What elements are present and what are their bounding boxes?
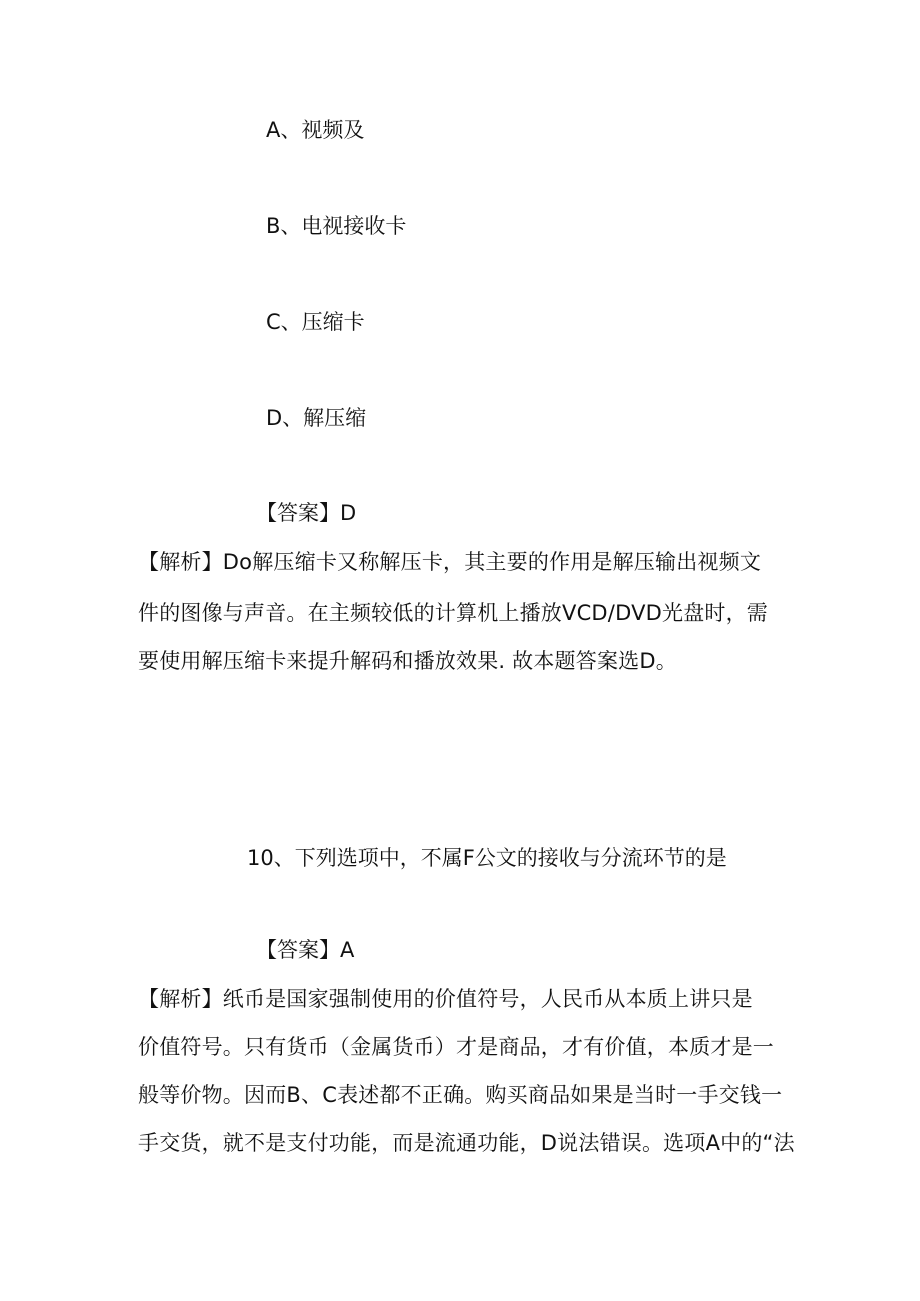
option-d: D、解压缩 — [266, 406, 367, 430]
option-b: B、电视接收卡 — [266, 214, 407, 238]
analysis-q10-line-4: 手交货，就不是支付功能，而是流通功能，D说法错误。选项A中的“法 — [138, 1131, 795, 1155]
answer-q10: 【答案】A — [256, 938, 355, 962]
question-10: 10、下列选项中，不属F公文的接收与分流环节的是 — [247, 846, 727, 870]
option-c: C、压缩卡 — [266, 310, 365, 334]
analysis-q10-line-3: 般等价物。因而B、C表述都不正确。购买商品如果是当时一手交钱一 — [138, 1083, 783, 1107]
analysis-q9-line-2: 件的图像与声音。在主频较低的计算机上播放VCD/DVD光盘时，需 — [138, 601, 769, 625]
analysis-q9-line-1: 【解析】Do解压缩卡又称解压卡，其主要的作用是解压输出视频文 — [138, 550, 762, 574]
answer-q9: 【答案】D — [256, 501, 357, 525]
analysis-q9-line-3: 要使用解压缩卡来提升解码和播放效果. 故本题答案选D。 — [138, 649, 677, 673]
analysis-q10-line-2: 价值符号。只有货币（金属货币）才是商品，才有价值，本质才是一 — [138, 1035, 774, 1059]
option-a: A、视频及 — [266, 118, 365, 142]
analysis-q10-line-1: 【解析】纸币是国家强制使用的价值符号，人民币从本质上讲只是 — [138, 987, 753, 1011]
